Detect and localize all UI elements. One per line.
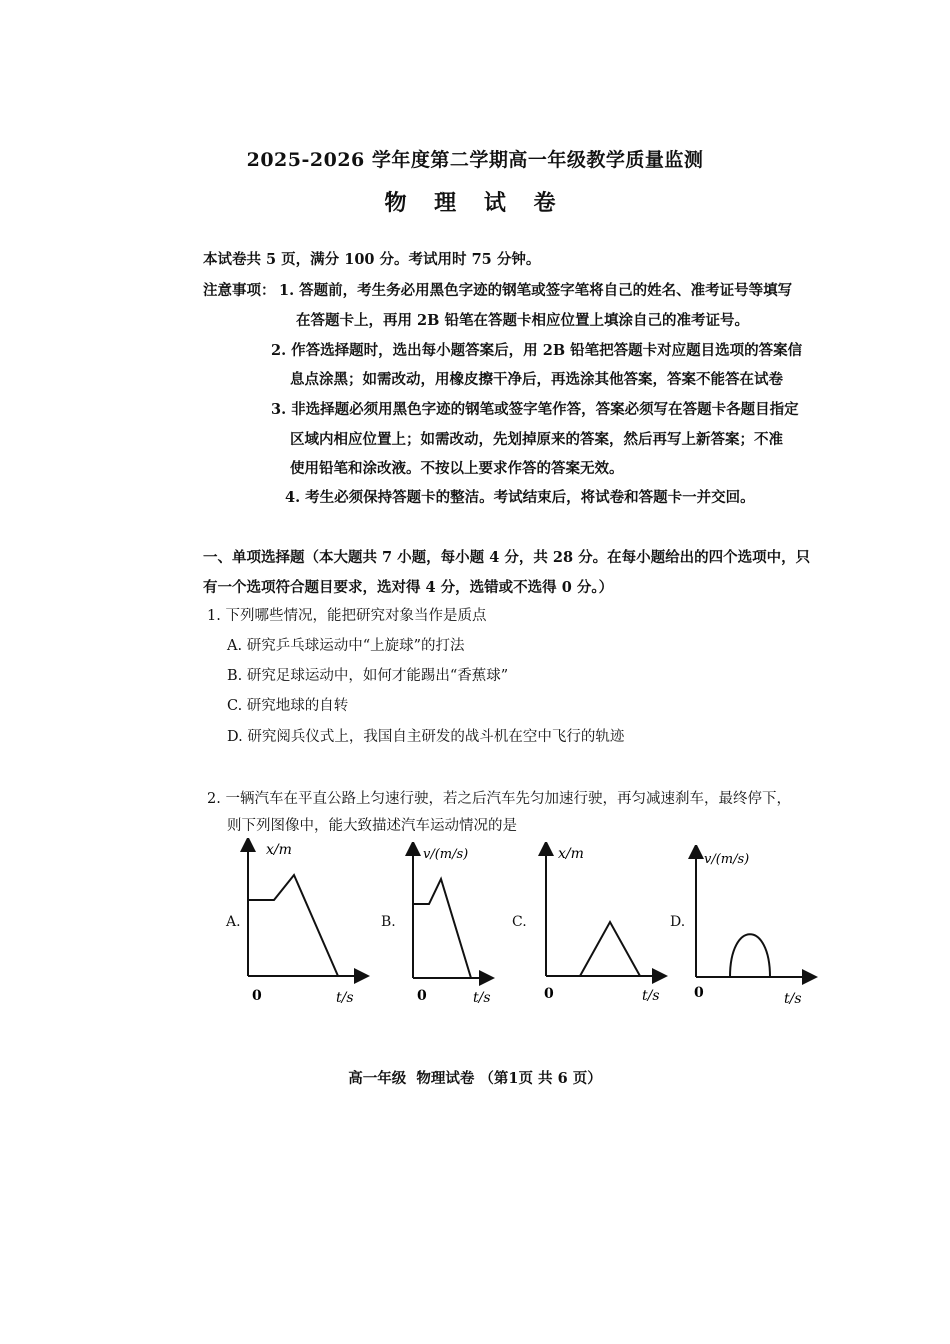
- graph-b-y-label: v/(m/s): [423, 847, 469, 862]
- graph-a-y-label: x/m: [266, 842, 292, 858]
- q1-stem: 1. 下列哪些情况，能把研究对象当作是质点: [207, 608, 487, 624]
- graph-d: [688, 845, 818, 1010]
- note-3-line-2: 区域内相应位置上；如需改动，先划掉原来的答案，然后再写上新答案；不准: [290, 431, 783, 448]
- exam-title: 2025-2026 学年度第二学期高一年级教学质量监测: [246, 149, 704, 171]
- graph-a-x-label: t/s: [336, 990, 354, 1006]
- graph-b-option-label: B.: [381, 914, 396, 930]
- note-2-line-2: 息点涂黑；如需改动，用橡皮擦干净后，再选涂其他答案，答案不能答在试卷: [290, 371, 783, 388]
- q1-option-d: D. 研究阅兵仪式上，我国自主研发的战斗机在空中飞行的轨迹: [227, 729, 625, 745]
- graph-b-origin: 0: [417, 988, 427, 1004]
- note-3-line-3: 使用铅笔和涂改液。不按以上要求作答的答案无效。: [290, 460, 624, 477]
- section1-line-2: 有一个选项符合题目要求，选对得 4 分，选错或不选得 0 分。）: [203, 579, 614, 596]
- graph-a-option-label: A.: [226, 914, 241, 930]
- note-1-line-1: 1. 答题前，考生务必用黑色字迹的钢笔或签字笔将自己的姓名、准考证号等填写: [279, 282, 793, 299]
- graph-a: [240, 838, 370, 1008]
- graph-c-x-label: t/s: [642, 988, 660, 1004]
- q2-stem-line-1: 2. 一辆汽车在平直公路上匀速行驶，若之后汽车先匀加速行驶，再匀减速刹车，最终停下，: [207, 791, 791, 807]
- graph-d-origin: 0: [694, 985, 704, 1001]
- graph-b-x-label: t/s: [473, 990, 491, 1006]
- graph-c: [538, 842, 668, 1010]
- note-1-line-2: 在答题卡上，再用 2B 铅笔在答题卡相应位置上填涂自己的准考证号。: [296, 312, 749, 329]
- intro-text: 本试卷共 5 页，满分 100 分。考试用时 75 分钟。: [203, 251, 541, 268]
- graph-a-curve: [248, 875, 338, 976]
- q2-stem-line-2: 则下列图像中，能大致描述汽车运动情况的是: [227, 818, 517, 834]
- graph-c-curve: [580, 922, 640, 976]
- graph-d-y-label: v/(m/s): [704, 852, 750, 867]
- graph-c-origin: 0: [544, 986, 554, 1002]
- note-3-line-1: 3. 非选择题必须用黑色字迹的钢笔或签字笔作答，答案必须写在答题卡各题目指定: [271, 401, 799, 418]
- graph-d-x-label: t/s: [784, 991, 802, 1007]
- page-footer: 高一年级 物理试卷 （第1页 共 6 页）: [348, 1070, 602, 1087]
- notes-heading: 注意事项：: [203, 282, 276, 299]
- graph-c-option-label: C.: [512, 914, 527, 930]
- graph-d-curve: [730, 934, 770, 977]
- graph-c-y-label: x/m: [558, 846, 584, 862]
- section1-line-1: 一、单项选择题（本大题共 7 小题，每小题 4 分，共 28 分。在每小题给出的四个选项中，只: [203, 549, 811, 566]
- graph-d-option-label: D.: [670, 914, 686, 930]
- q1-option-a: A. 研究乒乓球运动中“上旋球”的打法: [227, 638, 465, 654]
- graph-a-origin: 0: [252, 988, 262, 1004]
- exam-subtitle: 物 理 试 卷: [384, 190, 566, 216]
- graph-b: [403, 842, 503, 1010]
- q1-option-c: C. 研究地球的自转: [227, 698, 349, 714]
- note-4-line-1: 4. 考生必须保持答题卡的整洁。考试结束后，将试卷和答题卡一并交回。: [285, 489, 755, 506]
- q1-option-b: B. 研究足球运动中，如何才能踢出“香蕉球”: [227, 668, 509, 684]
- graph-b-curve: [413, 879, 471, 978]
- note-2-line-1: 2. 作答选择题时，选出每小题答案后，用 2B 铅笔把答题卡对应题目选项的答案信: [271, 342, 803, 359]
